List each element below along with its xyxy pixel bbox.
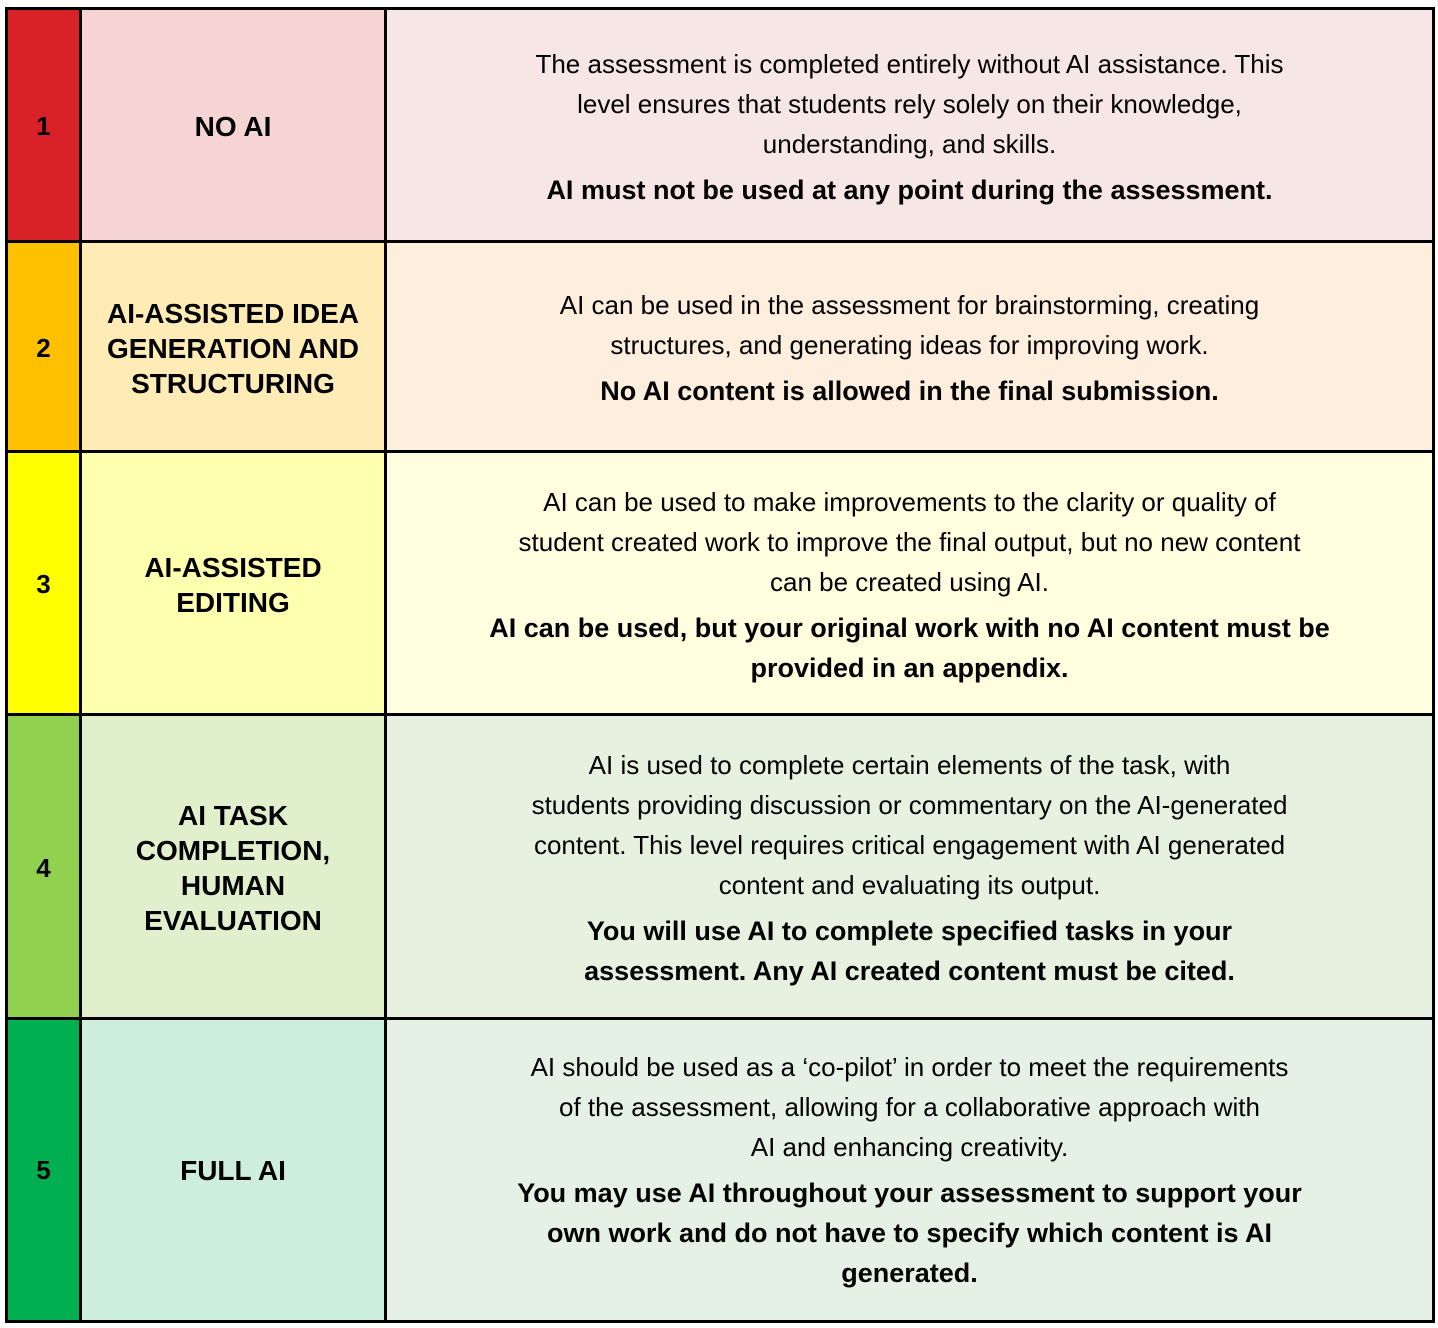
- level-number: 1: [36, 111, 51, 141]
- level-row-3: [8, 450, 1432, 716]
- level-row-1: [8, 10, 1432, 243]
- level-description: AI should be used as a ‘co-pilot’ in order to meet the requirements of the assessment, allowing for a collaborative approach with AI and enhancing creativity.: [530, 1052, 1289, 1162]
- level-number: 5: [36, 1154, 51, 1185]
- level-title-cell: [82, 10, 387, 243]
- level-rule: AI can be used, but your original work with no AI content must be provided in an appendix.: [489, 612, 1330, 683]
- level-description-cell: [387, 453, 1432, 716]
- level-title: AI-ASSISTED IDEA GENERATION AND STRUCTURING: [106, 297, 360, 399]
- level-title: AI TASK COMPLETION, HUMAN EVALUATION: [135, 800, 331, 936]
- level-row-5: [8, 1017, 1432, 1320]
- level-description-cell: [387, 1020, 1432, 1320]
- level-description: AI can be used to make improvements to the clarity or quality of student created work to improve the final output, but no new content can be created using AI.: [518, 486, 1301, 597]
- level-description-cell: [387, 243, 1432, 453]
- level-description-cell: [387, 716, 1432, 1020]
- level-row-4: [8, 713, 1432, 1020]
- level-rule: You will use AI to complete specified tasks in your assessment. Any AI created content must be cited.: [584, 916, 1235, 986]
- level-title-cell: [82, 453, 387, 716]
- level-description: The assessment is completed entirely without AI assistance. This level ensures that students rely solely on their knowledge, understanding, and skills.: [535, 48, 1284, 159]
- ai-assessment-scale-table: [5, 7, 1435, 1323]
- level-title: AI-ASSISTED EDITING: [144, 551, 322, 618]
- level-number-cell: [8, 10, 82, 243]
- level-number-cell: [8, 243, 82, 453]
- level-number-cell: [8, 1020, 82, 1320]
- level-number-cell: [8, 716, 82, 1020]
- level-number: 3: [36, 569, 51, 599]
- level-number-cell: [8, 453, 82, 716]
- level-rule: You may use AI throughout your assessment to support your own work and do not have to specify which content is AI generated.: [517, 1178, 1302, 1288]
- level-description: AI is used to complete certain elements of the task, with students providing discussion or commentary on the AI-generated content. This level requires critical engagement with AI generated content and evaluating its output.: [531, 750, 1288, 900]
- level-title-cell: [82, 243, 387, 453]
- level-title: NO AI: [194, 111, 272, 142]
- level-description-cell: [387, 10, 1432, 243]
- level-rule: AI must not be used at any point during the assessment.: [546, 174, 1273, 205]
- level-number: 2: [36, 332, 51, 363]
- level-title: FULL AI: [180, 1154, 286, 1186]
- level-title-cell: [82, 1020, 387, 1320]
- level-number: 4: [36, 852, 51, 883]
- level-row-2: [8, 240, 1432, 453]
- level-description: AI can be used in the assessment for brainstorming, creating structures, and generating ideas for improving work.: [559, 290, 1260, 360]
- level-rule: No AI content is allowed in the final submission.: [600, 376, 1219, 406]
- level-title-cell: [82, 716, 387, 1020]
